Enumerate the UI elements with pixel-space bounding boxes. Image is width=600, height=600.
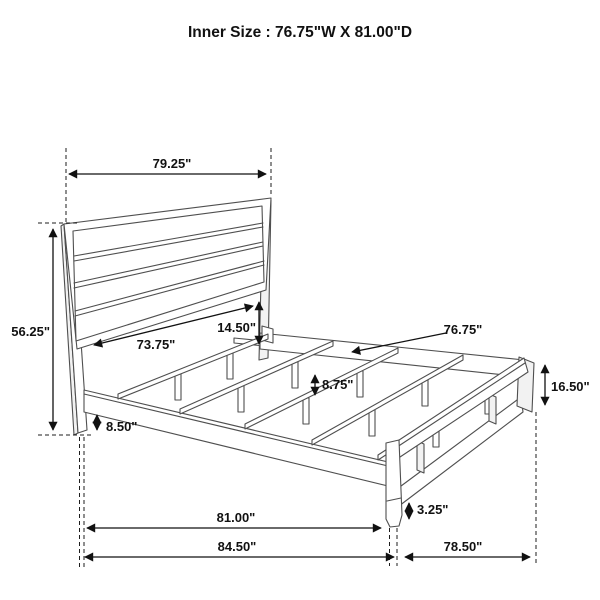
dimension-headboard-height (11, 229, 53, 430)
footboard-mullion (417, 441, 424, 473)
footboard-mullion (489, 394, 496, 424)
dimension-headboard-width (69, 156, 266, 174)
dim-label-footboard-height: 16.50" (551, 379, 590, 394)
footboard-front-leg (386, 440, 402, 527)
slat-leg (238, 386, 244, 412)
dimension-inner-depth (87, 510, 381, 528)
dim-label-rail-floor-clearance: 8.50" (106, 419, 138, 434)
dimension-headboard-bottom-to-rail (217, 302, 259, 344)
dim-label-overall-depth: 84.50" (217, 539, 257, 554)
dimension-footboard-leg-height (409, 502, 448, 519)
slat-leg (292, 362, 298, 388)
dimension-slat-support-leg-height (315, 375, 353, 395)
dimension-footboard-height (545, 365, 590, 405)
page-title: Inner Size : 76.75"W X 81.00"D (187, 24, 413, 41)
slat-leg (422, 380, 428, 406)
side-rail-front (84, 390, 388, 486)
slat (312, 355, 463, 445)
dim-label-headboard-height: 56.25" (11, 324, 50, 339)
dim-label-headboard-inner-width: 73.75" (136, 337, 176, 352)
slat-leg (369, 410, 375, 436)
slat-leg (175, 374, 181, 400)
dim-label-slat-support-leg-height: 8.75" (322, 377, 354, 392)
dim-label-headboard-width: 79.25" (152, 156, 192, 171)
footboard (386, 357, 534, 527)
dim-label-slat-span-width: 76.75" (443, 322, 483, 337)
dimension-footboard-width (405, 539, 530, 557)
dimension-slat-span-width (352, 322, 482, 352)
dim-label-inner-depth: 81.00" (216, 510, 256, 525)
slat-leg (357, 371, 363, 397)
dimension-overall-depth (85, 539, 394, 557)
dim-label-headboard-bottom-to-rail: 14.50" (217, 320, 256, 335)
dim-label-footboard-width: 78.50" (443, 539, 483, 554)
dim-label-footboard-leg-height: 3.25" (417, 502, 449, 517)
slat-leg (303, 398, 309, 424)
slat (180, 341, 333, 414)
slat-leg (227, 353, 233, 379)
